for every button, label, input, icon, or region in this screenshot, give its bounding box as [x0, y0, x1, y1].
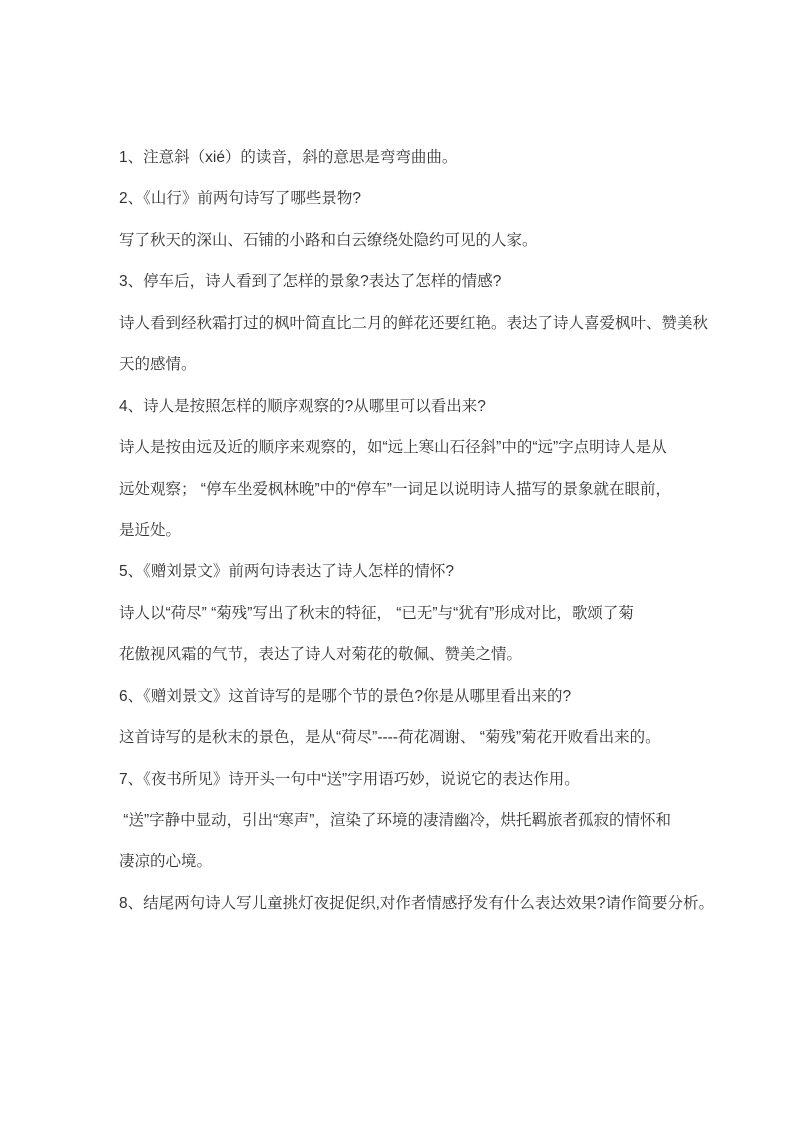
- question-2-line: 2、《山行》前两句诗写了哪些景物?: [119, 190, 361, 208]
- answer-6-line: 这首诗写的是秋末的景色，是从“荷尽”----荷花凋谢、 “菊残”菊花开败看出来的。: [119, 729, 661, 747]
- answer-5-line-1: 诗人以“荷尽” “菊残”写出了秋末的特征， “已无”与“犹有”形成对比，歌颂了菊: [119, 604, 634, 622]
- document-text-block: [119, 137, 715, 924]
- answer-4-line-2: 远处观察； “停车坐爱枫林晚”中的“停车”一词足以说明诗人描写的景象就在眼前，: [119, 480, 671, 498]
- question-1-line: 1、注意斜（xié）的读音，斜的意思是弯弯曲曲。: [119, 149, 458, 166]
- answer-3-line-2: 天的感情。: [119, 356, 197, 374]
- answer-2-line: 写了秋天的深山、石铺的小路和白云缭绕处隐约可见的人家。: [119, 231, 538, 249]
- answer-3-line-1: 诗人看到经秋霜打过的枫叶简直比二月的鲜花还要红艳。表达了诗人喜爱枫叶、赞美秋: [119, 314, 709, 332]
- question-4-line: 4、诗人是按照怎样的顺序观察的?从哪里可以看出来?: [119, 397, 486, 415]
- answer-5-line-2: 花傲视风霜的气节，表达了诗人对菊花的敬佩、赞美之情。: [119, 646, 523, 664]
- question-8-line: 8、结尾两句诗人写儿童挑灯夜捉促织,对作者情感抒发有什么表达效果?请作简要分析。: [119, 894, 715, 912]
- answer-4-line-3: 是近处。: [119, 521, 182, 539]
- question-6-line: 6、《赠刘景文》这首诗写的是哪个节的景色?你是从哪里看出来的?: [119, 687, 572, 705]
- question-5-line: 5、《赠刘景文》前两句诗表达了诗人怎样的情怀?: [119, 563, 454, 581]
- answer-4-line-1: 诗人是按由远及近的顺序来观察的，如“远上寒山石径斜”中的“远”字点明诗人是从: [119, 439, 667, 457]
- question-7-line: 7、《夜书所见》诗开头一句中“送”字用语巧妙，说说它的表达作用。: [119, 770, 580, 788]
- question-3-line: 3、停车后，诗人看到了怎样的景象?表达了怎样的情感?: [119, 273, 502, 291]
- answer-7-line-1: “送”字静中显动，引出“寒声”，渲染了环境的凄清幽冷，烘托羁旅者孤寂的情怀和: [119, 812, 671, 829]
- answer-7-line-2: 凄凉的心境。: [119, 853, 213, 871]
